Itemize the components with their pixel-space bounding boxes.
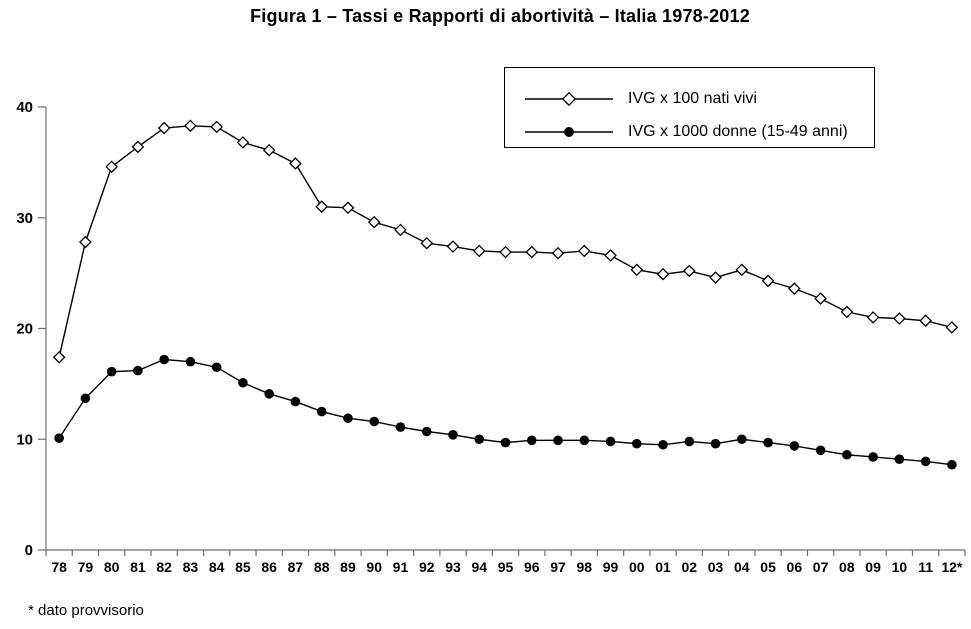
data-point-marker [579,246,590,257]
data-point-marker [790,441,800,451]
data-point-marker [212,362,222,372]
data-point-marker [632,439,642,449]
data-point-marker [868,452,878,462]
data-point-marker [527,436,537,446]
data-point-marker [631,264,642,275]
data-point-marker [291,397,301,407]
data-point-marker [395,225,406,236]
data-point-marker [159,355,169,365]
x-tick-label: 08 [839,559,855,575]
figure-title: Figura 1 – Tassi e Rapporti di abortività – Italia 1978-2012 [250,6,750,26]
y-tick-label: 10 [16,431,33,449]
x-tick-label: 88 [313,559,330,575]
data-point-marker [737,434,747,444]
x-tick-label: 98 [576,559,593,575]
x-tick-label: 12* [941,559,963,575]
data-point-marker [185,120,196,131]
data-point-marker [343,202,354,213]
y-tick-label: 0 [24,542,33,559]
data-point-marker [474,434,484,444]
x-tick-label: 82 [156,559,172,575]
data-point-marker [369,417,379,427]
x-tick-label: 00 [628,559,645,575]
data-point-marker [526,247,537,258]
data-point-marker [133,366,143,376]
data-point-marker [736,264,747,275]
data-point-marker [763,438,773,448]
x-tick-label: 91 [392,559,409,575]
data-point-marker [579,436,589,446]
data-point-marker [238,378,248,388]
x-tick-label: 92 [418,559,435,575]
footnote: * dato provvisorio [28,602,144,619]
x-tick-label: 84 [208,559,225,575]
legend [504,67,875,148]
x-tick-label: 86 [261,559,277,575]
legend-item-rate [523,115,874,148]
data-point-marker [500,247,511,258]
y-tick-label: 40 [16,99,33,116]
data-point-marker [264,389,274,399]
x-tick-label: 01 [655,559,671,575]
data-point-marker [553,248,564,259]
x-tick-label: 90 [366,559,383,575]
data-point-marker [816,446,826,456]
x-tick-label: 04 [734,559,750,575]
data-point-marker [474,246,485,257]
x-tick-label: 07 [812,559,829,575]
series-line-0 [59,126,952,357]
data-point-marker [448,430,458,440]
data-point-marker [763,275,774,286]
x-tick-label: 83 [182,559,199,575]
legend-label-ratio: IVG x 100 nati vivi [628,89,757,107]
legend-label-rate: IVG x 1000 donne (15-49 anni) [628,122,848,140]
data-point-marker [133,141,144,152]
data-point-marker [711,439,721,449]
x-tick-label: 78 [51,559,67,575]
data-point-marker [842,450,852,460]
y-tick-label: 30 [16,209,33,227]
y-tick-label: 20 [16,320,33,338]
data-point-marker [421,238,432,249]
data-point-marker [921,457,931,467]
x-tick-label: 10 [891,559,908,575]
filled-circle-line-icon [523,123,615,141]
data-point-marker [264,145,275,156]
x-tick-label: 06 [786,559,803,575]
x-tick-label: 89 [340,559,356,575]
data-point-marker [895,454,905,464]
data-point-marker [317,407,327,417]
data-point-marker [369,217,380,228]
data-point-marker [710,272,721,283]
open-diamond-line-icon [523,90,615,108]
data-point-marker [343,413,353,423]
legend-item-ratio [523,82,874,115]
x-tick-label: 02 [681,559,698,575]
data-point-marker [553,436,563,446]
data-point-marker [211,122,222,133]
data-point-marker [658,440,668,450]
data-point-marker [606,437,616,447]
x-tick-label: 11 [918,559,934,575]
data-point-marker [947,460,957,470]
x-tick-label: 95 [497,559,514,575]
x-tick-label: 96 [523,559,540,575]
data-point-marker [238,137,249,148]
data-point-marker [946,322,957,333]
data-point-marker [316,201,327,212]
x-tick-label: 03 [707,559,724,575]
x-tick-label: 87 [287,559,304,575]
data-point-marker [396,422,406,432]
x-tick-label: 05 [760,559,776,575]
data-point-marker [54,433,64,443]
data-point-marker [81,393,91,403]
data-point-marker [186,357,196,367]
x-tick-label: 94 [471,559,488,575]
data-point-marker [107,367,117,377]
x-tick-label: 85 [235,559,251,575]
data-point-marker [106,161,117,172]
x-tick-label: 79 [77,559,94,575]
x-tick-label: 80 [103,559,120,575]
data-point-marker [789,283,800,294]
data-point-marker [54,352,65,363]
data-point-marker [684,266,695,277]
data-point-marker [868,312,879,323]
data-point-marker [290,158,301,169]
data-point-marker [815,293,826,304]
data-point-marker [159,123,170,134]
data-point-marker [605,250,616,261]
x-tick-label: 81 [130,559,146,575]
data-point-marker [841,306,852,317]
data-point-marker [658,269,669,280]
x-tick-label: 97 [550,559,566,575]
data-point-marker [501,438,511,448]
data-point-marker [894,313,905,324]
data-point-marker [920,315,931,326]
x-tick-label: 99 [602,559,619,575]
data-point-marker [448,241,459,252]
data-point-marker [685,437,695,447]
data-point-marker [80,237,91,248]
x-tick-label: 09 [865,559,881,575]
data-point-marker [422,427,432,437]
x-tick-label: 93 [445,559,461,575]
